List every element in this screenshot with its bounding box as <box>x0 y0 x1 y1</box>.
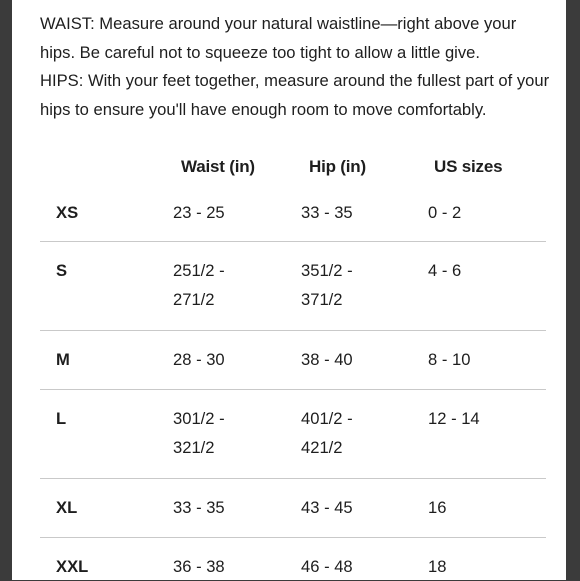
waist-value-line-1: 251/2 - <box>173 261 225 280</box>
us-size-value: 16 <box>428 498 447 517</box>
header-waist: Waist (in) <box>181 157 255 176</box>
hip-value-line-2: 371/2 <box>301 290 343 309</box>
size-chart-table <box>12 0 566 580</box>
us-size-value: 8 - 10 <box>428 350 471 369</box>
us-size-value: 0 - 2 <box>428 203 462 222</box>
waist-value-line-2: 321/2 <box>173 438 215 457</box>
waist-value: 28 - 30 <box>173 350 225 369</box>
waist-value <box>173 404 225 462</box>
row-divider <box>40 478 546 479</box>
waist-value-line-1: 301/2 - <box>173 409 225 428</box>
waist-instruction: WAIST: Measure around your natural waistline—right above your hips. Be careful not to squeeze too tight to allow a little give. <box>40 14 517 62</box>
hip-value: 38 - 40 <box>301 350 353 369</box>
waist-value: 23 - 25 <box>173 203 225 222</box>
hip-value-line-1: 401/2 - <box>301 409 353 428</box>
hip-value: 46 - 48 <box>301 557 353 576</box>
row-divider <box>40 330 546 331</box>
row-divider <box>40 241 546 242</box>
waist-value <box>173 256 225 314</box>
us-size-value: 18 <box>428 557 447 576</box>
size-guide-card <box>12 0 566 580</box>
hip-value <box>301 404 353 462</box>
size-label: L <box>56 409 67 428</box>
size-label: XS <box>56 203 79 222</box>
hips-instruction: HIPS: With your feet together, measure around the fullest part of your hips to ensure you'll have enough room to move comfortably. <box>40 71 550 119</box>
size-label: XL <box>56 498 78 517</box>
waist-value: 33 - 35 <box>173 498 225 517</box>
us-size-value: 12 - 14 <box>428 409 480 428</box>
size-label: XXL <box>56 557 89 576</box>
hip-value <box>301 256 353 314</box>
size-label: S <box>56 261 68 280</box>
hip-value: 33 - 35 <box>301 203 353 222</box>
size-label: M <box>56 350 70 369</box>
hip-value-line-2: 421/2 <box>301 438 343 457</box>
hip-value-line-1: 351/2 - <box>301 261 353 280</box>
waist-value-line-2: 271/2 <box>173 290 215 309</box>
row-divider <box>40 537 546 538</box>
waist-value: 36 - 38 <box>173 557 225 576</box>
us-size-value: 4 - 6 <box>428 261 462 280</box>
row-divider <box>40 389 546 390</box>
header-hip: Hip (in) <box>309 157 366 176</box>
header-us-sizes: US sizes <box>434 157 503 176</box>
hip-value: 43 - 45 <box>301 498 353 517</box>
